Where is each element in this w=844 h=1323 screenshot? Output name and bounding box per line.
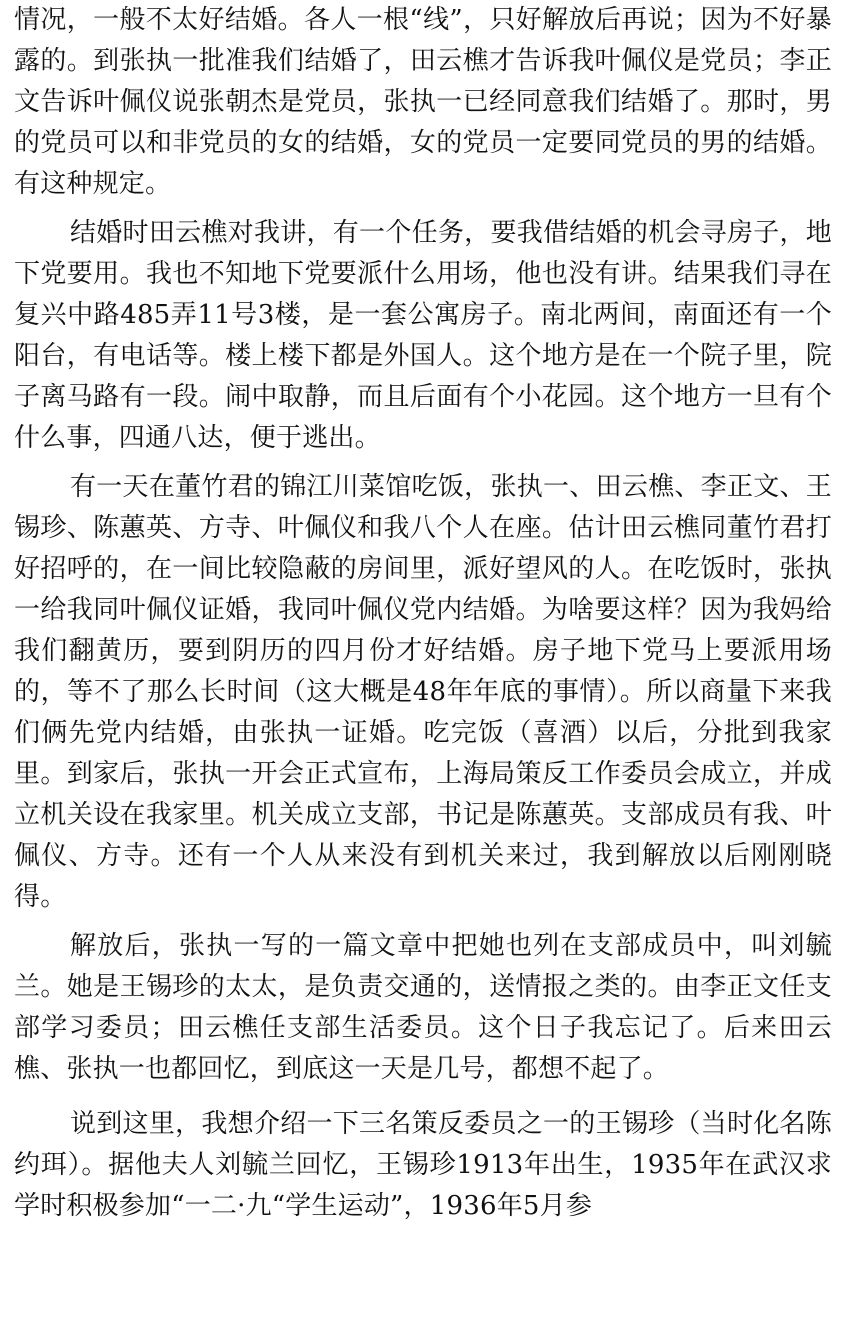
document-page (14, 0, 832, 1227)
paragraph-1: 情况，一般不太好结婚。各人一根“线”，只好解放后再说；因为不好暴露的。到张执一批准我们结婚了，田云樵才告诉我叶佩仪是党员；李正文告诉叶佩仪说张朝杰是党员，张执一已经同意我们结婚了。那时，男的党员可以和非党员的女的结婚，女的党员一定要同党员的男的结婚。有这种规定。 (14, 5, 832, 199)
paragraph-5: 说到这里，我想介绍一下三名策反委员之一的王锡珍（当时化名陈约珥）。据他夫人刘毓兰回忆，王锡珍1913年出生，1935年在武汉求学时积极参加“一二·九“学生运动”，1936年5月参 (14, 1109, 832, 1221)
paragraph-2: 结婚时田云樵对我讲，有一个任务，要我借结婚的机会寻房子，地下党要用。我也不知地下党要派什么用场，他也没有讲。结果我们寻在复兴中路485弄11号3楼，是一套公寓房子。南北两间，南面还有一个阳台，有电话等。楼上楼下都是外国人。这个地方是在一个院子里，院子离马路有一段。闹中取静，而且后面有个小花园。这个地方一旦有个什么事，四通八达，便于逃出。 (14, 218, 832, 453)
paragraph-4: 解放后，张执一写的一篇文章中把她也列在支部成员中，叫刘毓兰。她是王锡珍的太太，是负责交通的，送情报之类的。由李正文任支部学习委员；田云樵任支部生活委员。这个日子我忘记了。后来田云樵、张执一也都回忆，到底这一天是几号，都想不起了。 (14, 931, 832, 1084)
paragraph-3: 有一天在董竹君的锦江川菜馆吃饭，张执一、田云樵、李正文、王锡珍、陈蕙英、方寺、叶佩仪和我八个人在座。估计田云樵同董竹君打好招呼的，在一间比较隐蔽的房间里，派好望风的人。在吃饭时，张执一给我同叶佩仪证婚，我同叶佩仪党内结婚。为啥要这样？因为我妈给我们翻黄历，要到阴历的四月份才好结婚。房子地下党马上要派用场的，等不了那么长时间（这大概是48年年底的事情）。所以商量下来我们俩先党内结婚，由张执一证婚。吃完饭（喜酒）以后，分批到我家里。到家后，张执一开会正式宣布，上海局策反工作委员会成立，并成立机关设在我家里。机关成立支部，书记是陈蕙英。支部成员有我、叶佩仪、方寺。还有一个人从来没有到机关来过，我到解放以后刚刚晓得。 (14, 472, 832, 912)
